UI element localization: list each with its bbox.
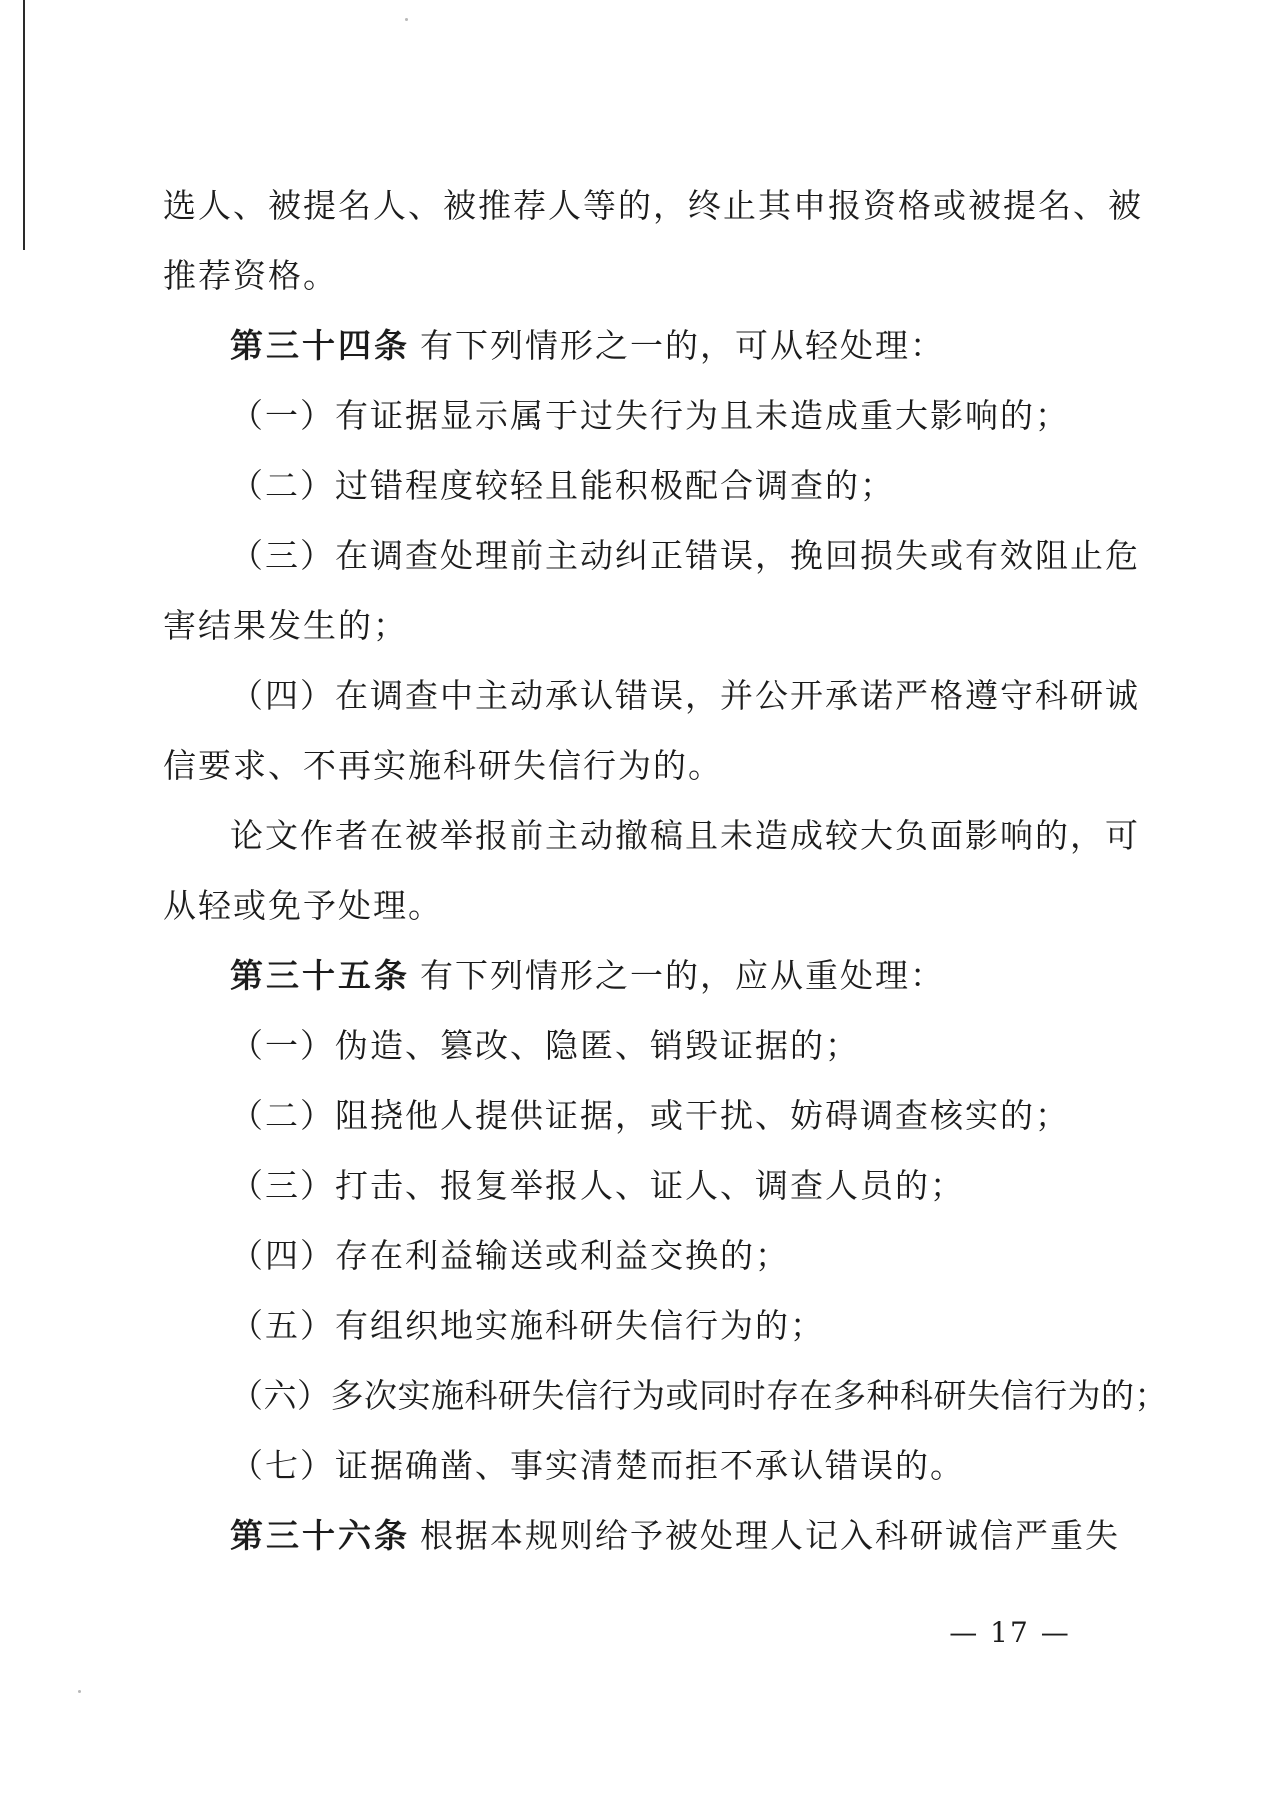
- body-line: [163, 746, 1108, 786]
- list-item-line: [230, 1166, 1110, 1206]
- line-text: 根据本规则给予被处理人记入科研诚信严重失: [420, 1516, 1120, 1555]
- line-text: （三）打击、报复举报人、证人、调查人员的；: [230, 1166, 965, 1205]
- list-item-line: [230, 676, 1140, 716]
- line-text: （一）伪造、篡改、隐匿、销毁证据的；: [230, 1026, 860, 1065]
- line-text: （六）多次实施科研失信行为或同时存在多种科研失信行为的；: [230, 1376, 1168, 1415]
- scan-speck: [405, 18, 408, 21]
- article-heading: 第三十四条: [230, 326, 410, 365]
- body-line: [163, 256, 1108, 296]
- line-text: 论文作者在被举报前主动撤稿且未造成较大负面影响的，可: [230, 816, 1140, 855]
- line-text: 有下列情形之一的，可从轻处理：: [420, 326, 945, 365]
- line-text: （四）在调查中主动承认错误，并公开承诺严格遵守科研诚: [230, 676, 1140, 715]
- paragraph-line: [230, 816, 1140, 856]
- line-text: （五）有组织地实施科研失信行为的；: [230, 1306, 825, 1345]
- line-text: （二）过错程度较轻且能积极配合调查的；: [230, 466, 895, 505]
- line-text: （三）在调查处理前主动纠正错误，挽回损失或有效阻止危: [230, 536, 1140, 575]
- line-text: （七）证据确凿、事实清楚而拒不承认错误的。: [230, 1446, 965, 1485]
- article-35-line: [230, 956, 1110, 996]
- scan-edge-line: [23, 0, 25, 250]
- list-item-line: [230, 1026, 1110, 1066]
- line-text: 推荐资格。: [163, 256, 338, 295]
- list-item-line: [230, 1236, 1110, 1276]
- line-text: （一）有证据显示属于过失行为且未造成重大影响的；: [230, 396, 1070, 435]
- list-item-line: [230, 1096, 1110, 1136]
- line-text: （四）存在利益输送或利益交换的；: [230, 1236, 790, 1275]
- body-line: [163, 186, 1143, 226]
- article-heading: 第三十六条: [230, 1516, 410, 1555]
- page-number: — 17 —: [949, 1616, 1071, 1649]
- article-34-line: [230, 326, 1110, 366]
- list-item-line: [230, 1446, 1110, 1486]
- scan-speck: [78, 1690, 81, 1693]
- list-item-line: [230, 1376, 1168, 1416]
- list-item-line: [230, 1306, 1110, 1346]
- line-text: 有下列情形之一的，应从重处理：: [420, 956, 945, 995]
- line-text: 选人、被提名人、被推荐人等的，终止其申报资格或被提名、被: [163, 186, 1143, 225]
- body-line: [163, 886, 1108, 926]
- line-text: （二）阻挠他人提供证据，或干扰、妨碍调查核实的；: [230, 1096, 1070, 1135]
- line-text: 从轻或免予处理。: [163, 886, 443, 925]
- line-text: 害结果发生的；: [163, 606, 408, 645]
- line-text: 信要求、不再实施科研失信行为的。: [163, 746, 723, 785]
- list-item-line: [230, 466, 1110, 506]
- article-heading: 第三十五条: [230, 956, 410, 995]
- article-36-line: [230, 1516, 1120, 1556]
- body-line: [163, 606, 1108, 646]
- list-item-line: [230, 396, 1110, 436]
- list-item-line: [230, 536, 1140, 576]
